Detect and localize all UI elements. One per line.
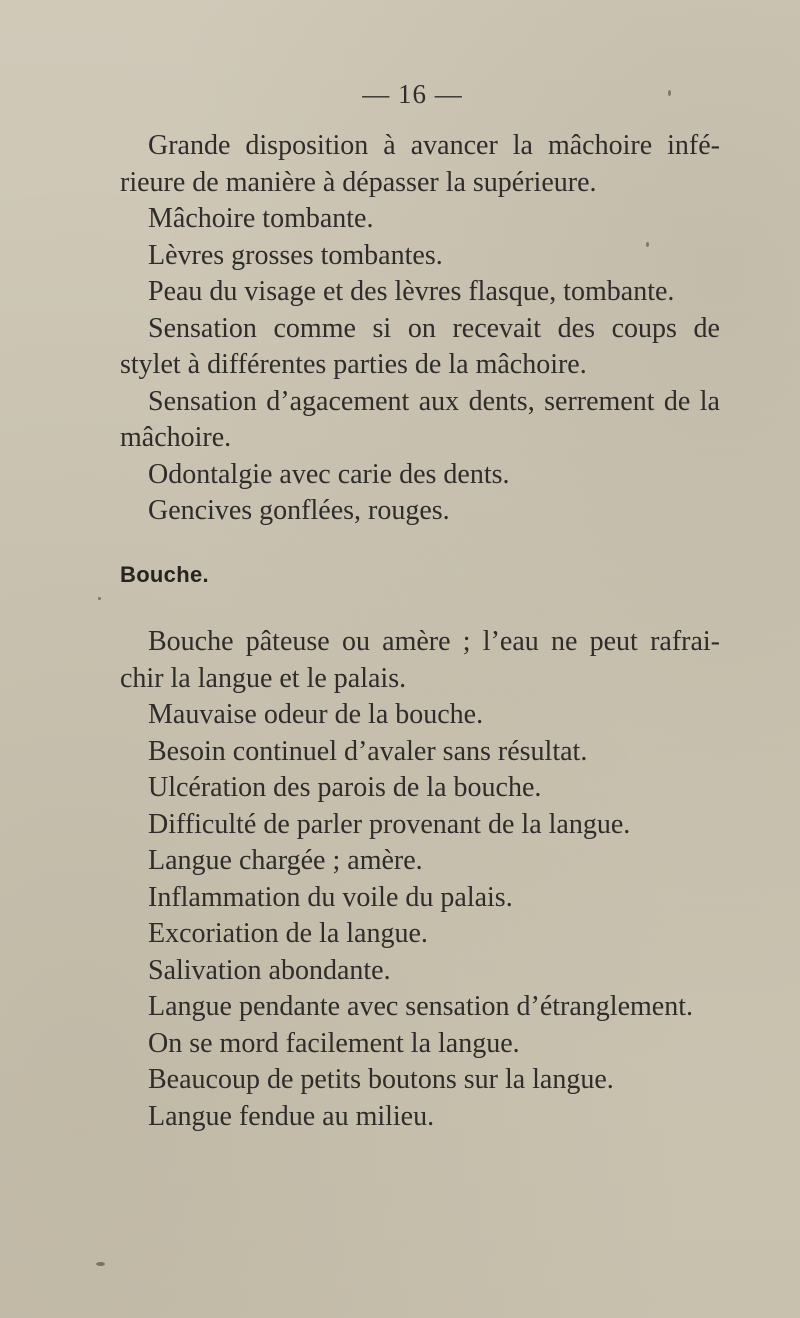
- paragraph: Sensation d’agacement aux dents, serrement de la mâchoire.: [120, 385, 720, 453]
- paragraph: On se mord facilement la langue.: [148, 1027, 520, 1059]
- paragraph: Beaucoup de petits boutons sur la langue.: [148, 1064, 614, 1095]
- paragraph: Odontalgie avec carie des dents.: [148, 458, 510, 490]
- paragraph: Salivation abondante.: [148, 954, 391, 986]
- ink-speck: [96, 1262, 105, 1266]
- paragraph: Excoriation de la langue.: [148, 918, 428, 949]
- ink-speck: [668, 90, 671, 96]
- ink-speck: [646, 242, 649, 247]
- paragraph: Peau du visage et des lèvres flasque, tombante.: [148, 276, 675, 307]
- ink-speck: [98, 597, 101, 600]
- symptom-list-jaw: [120, 128, 720, 530]
- paragraph: Langue fendue au milieu.: [148, 1100, 435, 1132]
- paragraph: Mauvaise odeur de la bouche.: [148, 699, 484, 730]
- paragraph: Langue pendante avec sensation d’étranglement.: [148, 991, 693, 1022]
- section-heading: Bouche.: [120, 562, 209, 587]
- paragraph: Lèvres grosses tombantes.: [148, 239, 443, 271]
- paragraph: Langue chargée ; amère.: [148, 845, 423, 876]
- paragraph: Mâchoire tombante.: [148, 203, 374, 234]
- paragraph: Besoin continuel d’avaler sans résultat.: [148, 735, 588, 767]
- paragraph: Bouche pâteuse ou amère ; l’eau ne peut rafrai-chir la langue et le palais.: [120, 626, 720, 694]
- paragraph: Gencives gonflées, rouges.: [148, 495, 450, 526]
- paragraph: Grande disposition à avancer la mâchoire infé-rieure de manière à dépasser la supérieure.: [120, 130, 720, 198]
- page-number: — 16 —: [362, 79, 463, 109]
- paragraph: Inflammation du voile du palais.: [148, 881, 513, 913]
- paragraph: Sensation comme si on recevait des coups de stylet à différentes parties de la mâchoire.: [120, 312, 720, 380]
- paragraph: Ulcération des parois de la bouche.: [148, 772, 542, 803]
- symptom-list-mouth: [120, 624, 720, 1135]
- paragraph: Difficulté de parler provenant de la langue.: [148, 808, 631, 840]
